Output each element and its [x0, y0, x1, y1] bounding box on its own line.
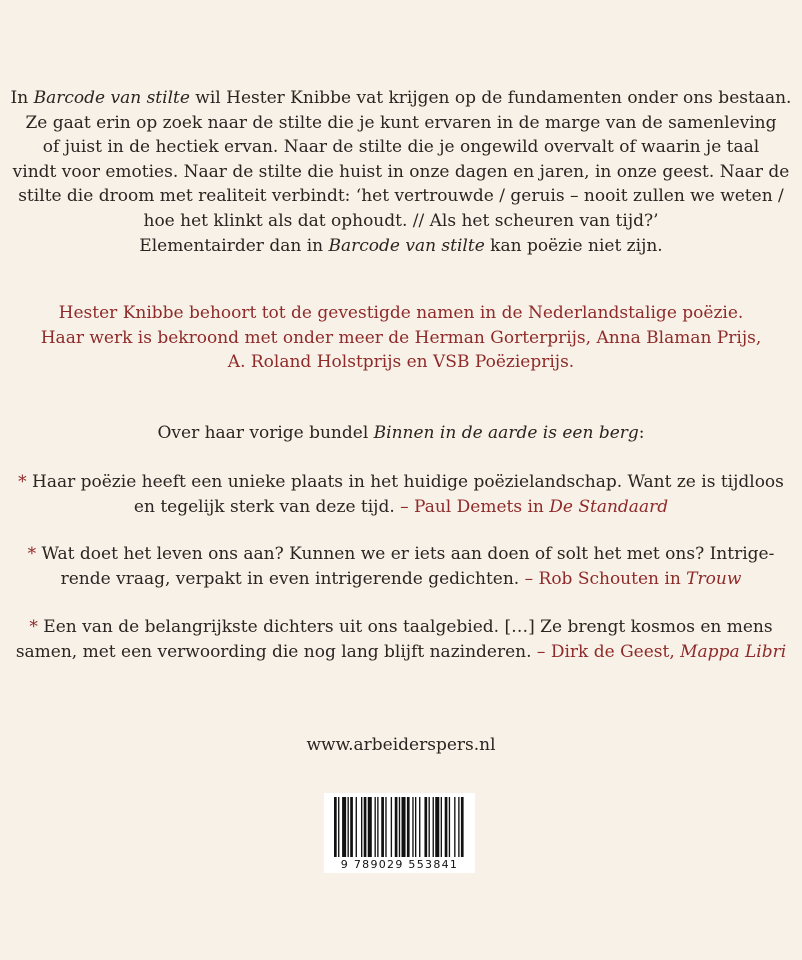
quote-line-1: [0, 542, 802, 567]
previous-book-title: Binnen in de aarde is een berg: [373, 423, 639, 443]
barcode-bar: [429, 797, 430, 857]
barcode-bar: [381, 797, 384, 857]
barcode-bar: [435, 797, 439, 857]
quote-line-1: [0, 615, 802, 640]
website-url: www.arbeiderspers.nl: [306, 735, 496, 755]
quote-line-1: [0, 470, 802, 495]
barcode-bar: [350, 797, 353, 857]
heading-text: Over haar vorige bundel: [157, 423, 374, 443]
intro-text: In: [10, 88, 34, 108]
review-quote: [0, 542, 802, 591]
quote-text: rende vraag, verpakt in even intrigerende gedichten.: [60, 568, 525, 589]
barcode-bar: [364, 797, 367, 857]
book-title: Barcode van stilte: [328, 235, 485, 256]
heading-text: :: [638, 423, 645, 443]
review-quote: [0, 615, 802, 664]
barcode-bar: [385, 797, 386, 857]
quote-line-2: [0, 495, 802, 520]
publisher-website: [0, 733, 802, 758]
quote-source-publication: De Standaard: [549, 496, 669, 517]
quote-source-publication: Mappa Libri: [680, 641, 787, 662]
isbn-digits: 9 789029 553841: [340, 858, 459, 871]
intro-line-4: vindt voor emoties. Naar de stilte die huist in onze dagen en jaren, in onze geest. Naar de: [12, 161, 790, 182]
barcode-bar: [419, 797, 420, 857]
previous-collection-heading: [0, 421, 802, 446]
quote-text: Wat doet het leven ons aan? Kunnen we er iets aan doen of solt het met ons? Intrige-: [36, 544, 775, 564]
intro-text: Elementairder dan in: [139, 235, 329, 256]
quote-text: Haar poëzie heeft een unieke plaats in het huidige poëzielandschap. Want ze is tijdloos: [26, 472, 784, 492]
barcode-bar: [454, 797, 455, 857]
barcode-bar: [458, 797, 459, 857]
barcode-bar: [338, 797, 339, 857]
intro-line-7: [0, 234, 802, 259]
barcode-bar: [402, 797, 406, 857]
isbn-barcode: [324, 793, 475, 873]
barcode-bar: [377, 797, 378, 857]
quote-source: [525, 569, 742, 589]
quote-source-author: – Paul Demets in: [400, 496, 550, 517]
bio-line-1: Hester Knibbe behoort tot de gevestigde namen in de Nederlandstalige poëzie.: [58, 303, 744, 323]
previous-collection-line: [0, 421, 802, 446]
intro-line-3: of juist in de hectiek ervan. Naar de stilte die je ongewild overvalt of waarin je taal: [42, 137, 760, 158]
barcode-bar: [368, 797, 372, 857]
quote-source: [537, 642, 786, 662]
bio-line-3: A. Roland Holstprijs en VSB Poëzieprijs.: [227, 352, 575, 373]
barcode-bar: [342, 797, 346, 857]
barcode-bar: [412, 797, 413, 857]
barcode-bar: [395, 797, 398, 857]
barcode-bar: [407, 797, 410, 857]
barcode-bar: [375, 797, 376, 857]
review-quote: [0, 470, 802, 519]
intro-line-1: [0, 86, 802, 111]
barcode-bar: [441, 797, 442, 857]
quote-text: Een van de belangrijkste dichters uit ons taalgebied. […] Ze brengt kosmos en mens: [37, 617, 773, 637]
barcode-bar: [361, 797, 362, 857]
quote-source-author: – Dirk de Geest,: [536, 641, 681, 662]
barcode-bar: [424, 797, 427, 857]
barcode-bar: [334, 797, 337, 857]
barcode-bar: [348, 797, 349, 857]
blurb-intro: [0, 86, 802, 258]
quote-line-2: [0, 640, 802, 665]
barcode-bar: [356, 797, 357, 857]
barcode-bar: [391, 797, 392, 857]
barcode-bar: [449, 797, 450, 857]
quote-source-author: – Rob Schouten in: [524, 568, 687, 589]
intro-line-5: stilte die droom met realiteit verbindt: ‘het vertrouwde / geruis – nooit zullen we weten /: [18, 186, 784, 207]
bio-line-2: Haar werk is bekroond met onder meer de Herman Gorterprijs, Anna Blaman Prijs,: [40, 327, 762, 348]
quote-source-publication: Trouw: [686, 568, 742, 589]
quote-text: samen, met een verwoording die nog lang blijft nazinderen.: [15, 641, 537, 662]
asterisk-icon: *: [29, 617, 38, 637]
intro-line-6: hoe het klinkt als dat ophoudt. // Als het scheuren van tijd?’: [143, 210, 659, 231]
asterisk-icon: *: [18, 472, 27, 492]
intro-text: kan poëzie niet zijn.: [484, 235, 663, 256]
quote-line-2: [0, 567, 802, 592]
barcode-bar: [433, 797, 434, 857]
barcode-bar: [445, 797, 448, 857]
barcode-bar: [399, 797, 400, 857]
intro-text: wil Hester Knibbe vat krijgen op de fundamenten onder ons bestaan.: [189, 88, 792, 108]
barcode-bar: [415, 797, 416, 857]
intro-line-2: Ze gaat erin op zoek naar de stilte die je kunt ervaren in de marge van de samenleving: [25, 112, 777, 133]
book-title: Barcode van stilte: [33, 88, 190, 108]
author-bio: [0, 301, 802, 375]
barcode-bar: [461, 797, 464, 857]
quote-text: en tegelijk sterk van deze tijd.: [133, 496, 401, 517]
asterisk-icon: *: [27, 544, 37, 564]
quote-source: [400, 497, 668, 517]
